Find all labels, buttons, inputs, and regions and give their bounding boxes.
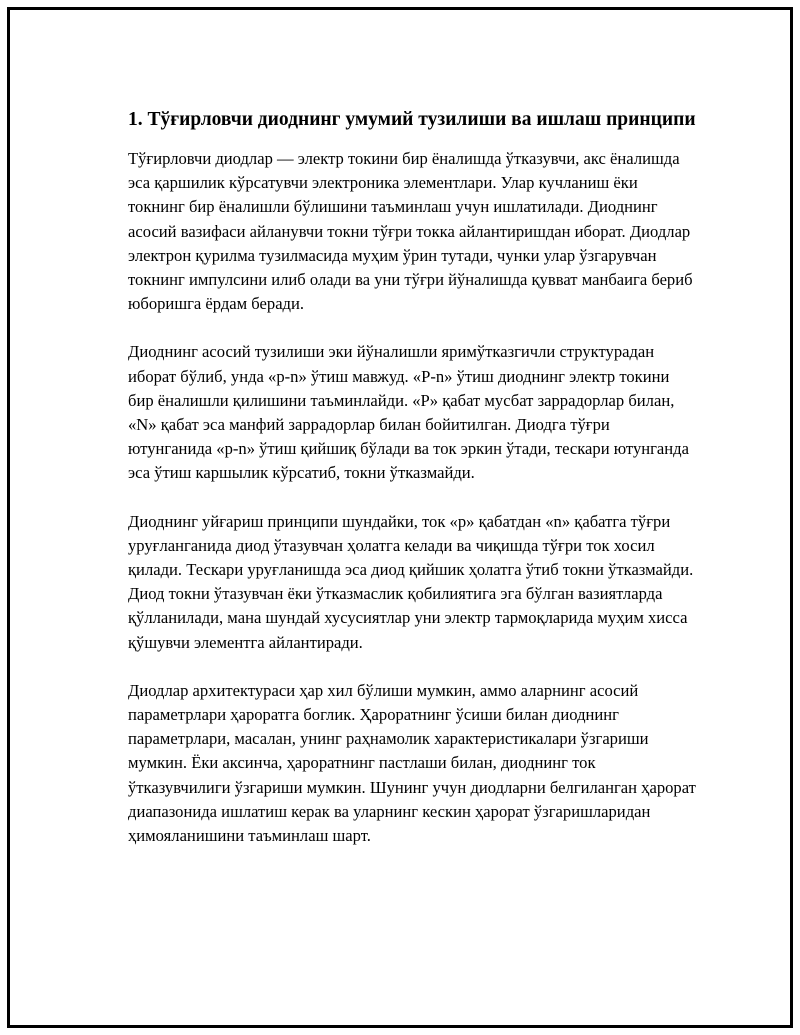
paragraph-3: Диоднинг уйғариш принципи шундайки, ток «p» қабатдан «n» қабатга тўғри уруғланганида диод ўтазувчан ҳолатга келади ва чиқишда тўғри ток хосил қилади. Тескари уруғланишда эса диод қийшик ҳолатга ўтиб токни ўтказмайди. Диод токни ўтазувчан ёки ўтказмаслик қобилиятига эга бўлган вазиятларда қўлланилади, мана шундай хусусиятлар уни электр тармоқларида муҳим хисса қўшувчи элементга айлантиради. xyxy=(128,511,694,652)
section-title: 1. Тўғирловчи диоднинг умумий тузилиши ва ишлаш принципи xyxy=(128,109,696,130)
page-frame xyxy=(7,7,793,1028)
paragraph-4: Диодлар архитектураси ҳар хил бўлиши мумкин, аммо аларнинг асосий параметрлари ҳароратга боглик. Ҳароратнинг ўсиши билан диоднинг параметрлари, масалан, унинг раҳнамолик характеристикалари ўзгариши мумкин. Ёки аксинча, ҳароратнинг пастлаши билан, диоднинг ток ўтказувчилиги ўзгариши мумкин. Шунинг учун диодларни белгиланган ҳарорат диапазонида ишлатиш керак ва уларнинг кескин ҳарорат ўзгаришларидан ҳимояланишини таъминлаш шарт. xyxy=(128,680,696,846)
document-body xyxy=(128,106,698,848)
paragraph-1: Тўғирловчи диодлар — электр токини бир ёналишда ўтказувчи, акс ёналишда эса қаршилик кўрсатувчи электроника элементлари. Улар кучланиш ёки токнинг бир ёналишли бўлишини таъминлаш учун ишлатилади. Диоднинг асосий вазифаси айланувчи токни тўғри токка айлантиришдан иборат. Диодлар электрон қурилма тузилмасида муҳим ўрин тутади, чунки улар ўзгарувчан токнинг импулсини илиб олади ва уни тўғри йўналишда қувват манбаига бериб юборишга ёрдам беради. xyxy=(128,149,693,314)
paragraph-2: Диоднинг асосий тузилиши эки йўналишли яримўтказгичли структурадан иборат бўлиб, унда «p-n» ўтиш мавжуд. «P-n» ўтиш диоднинг электр токини бир ёналишли қилишини таъминлайди. «P» қабат мусбат заррадорлар билан, «N» қабат эса манфий заррадорлар билан бойитилган. Диодга тўғри ютунганида «p-n» ўтиш қийшиқ бўлади ва ток эркин ўтади, тескари ютунганда эса ўтиш каршылик кўрсатиб, токни ўтказмайди. xyxy=(128,342,689,483)
